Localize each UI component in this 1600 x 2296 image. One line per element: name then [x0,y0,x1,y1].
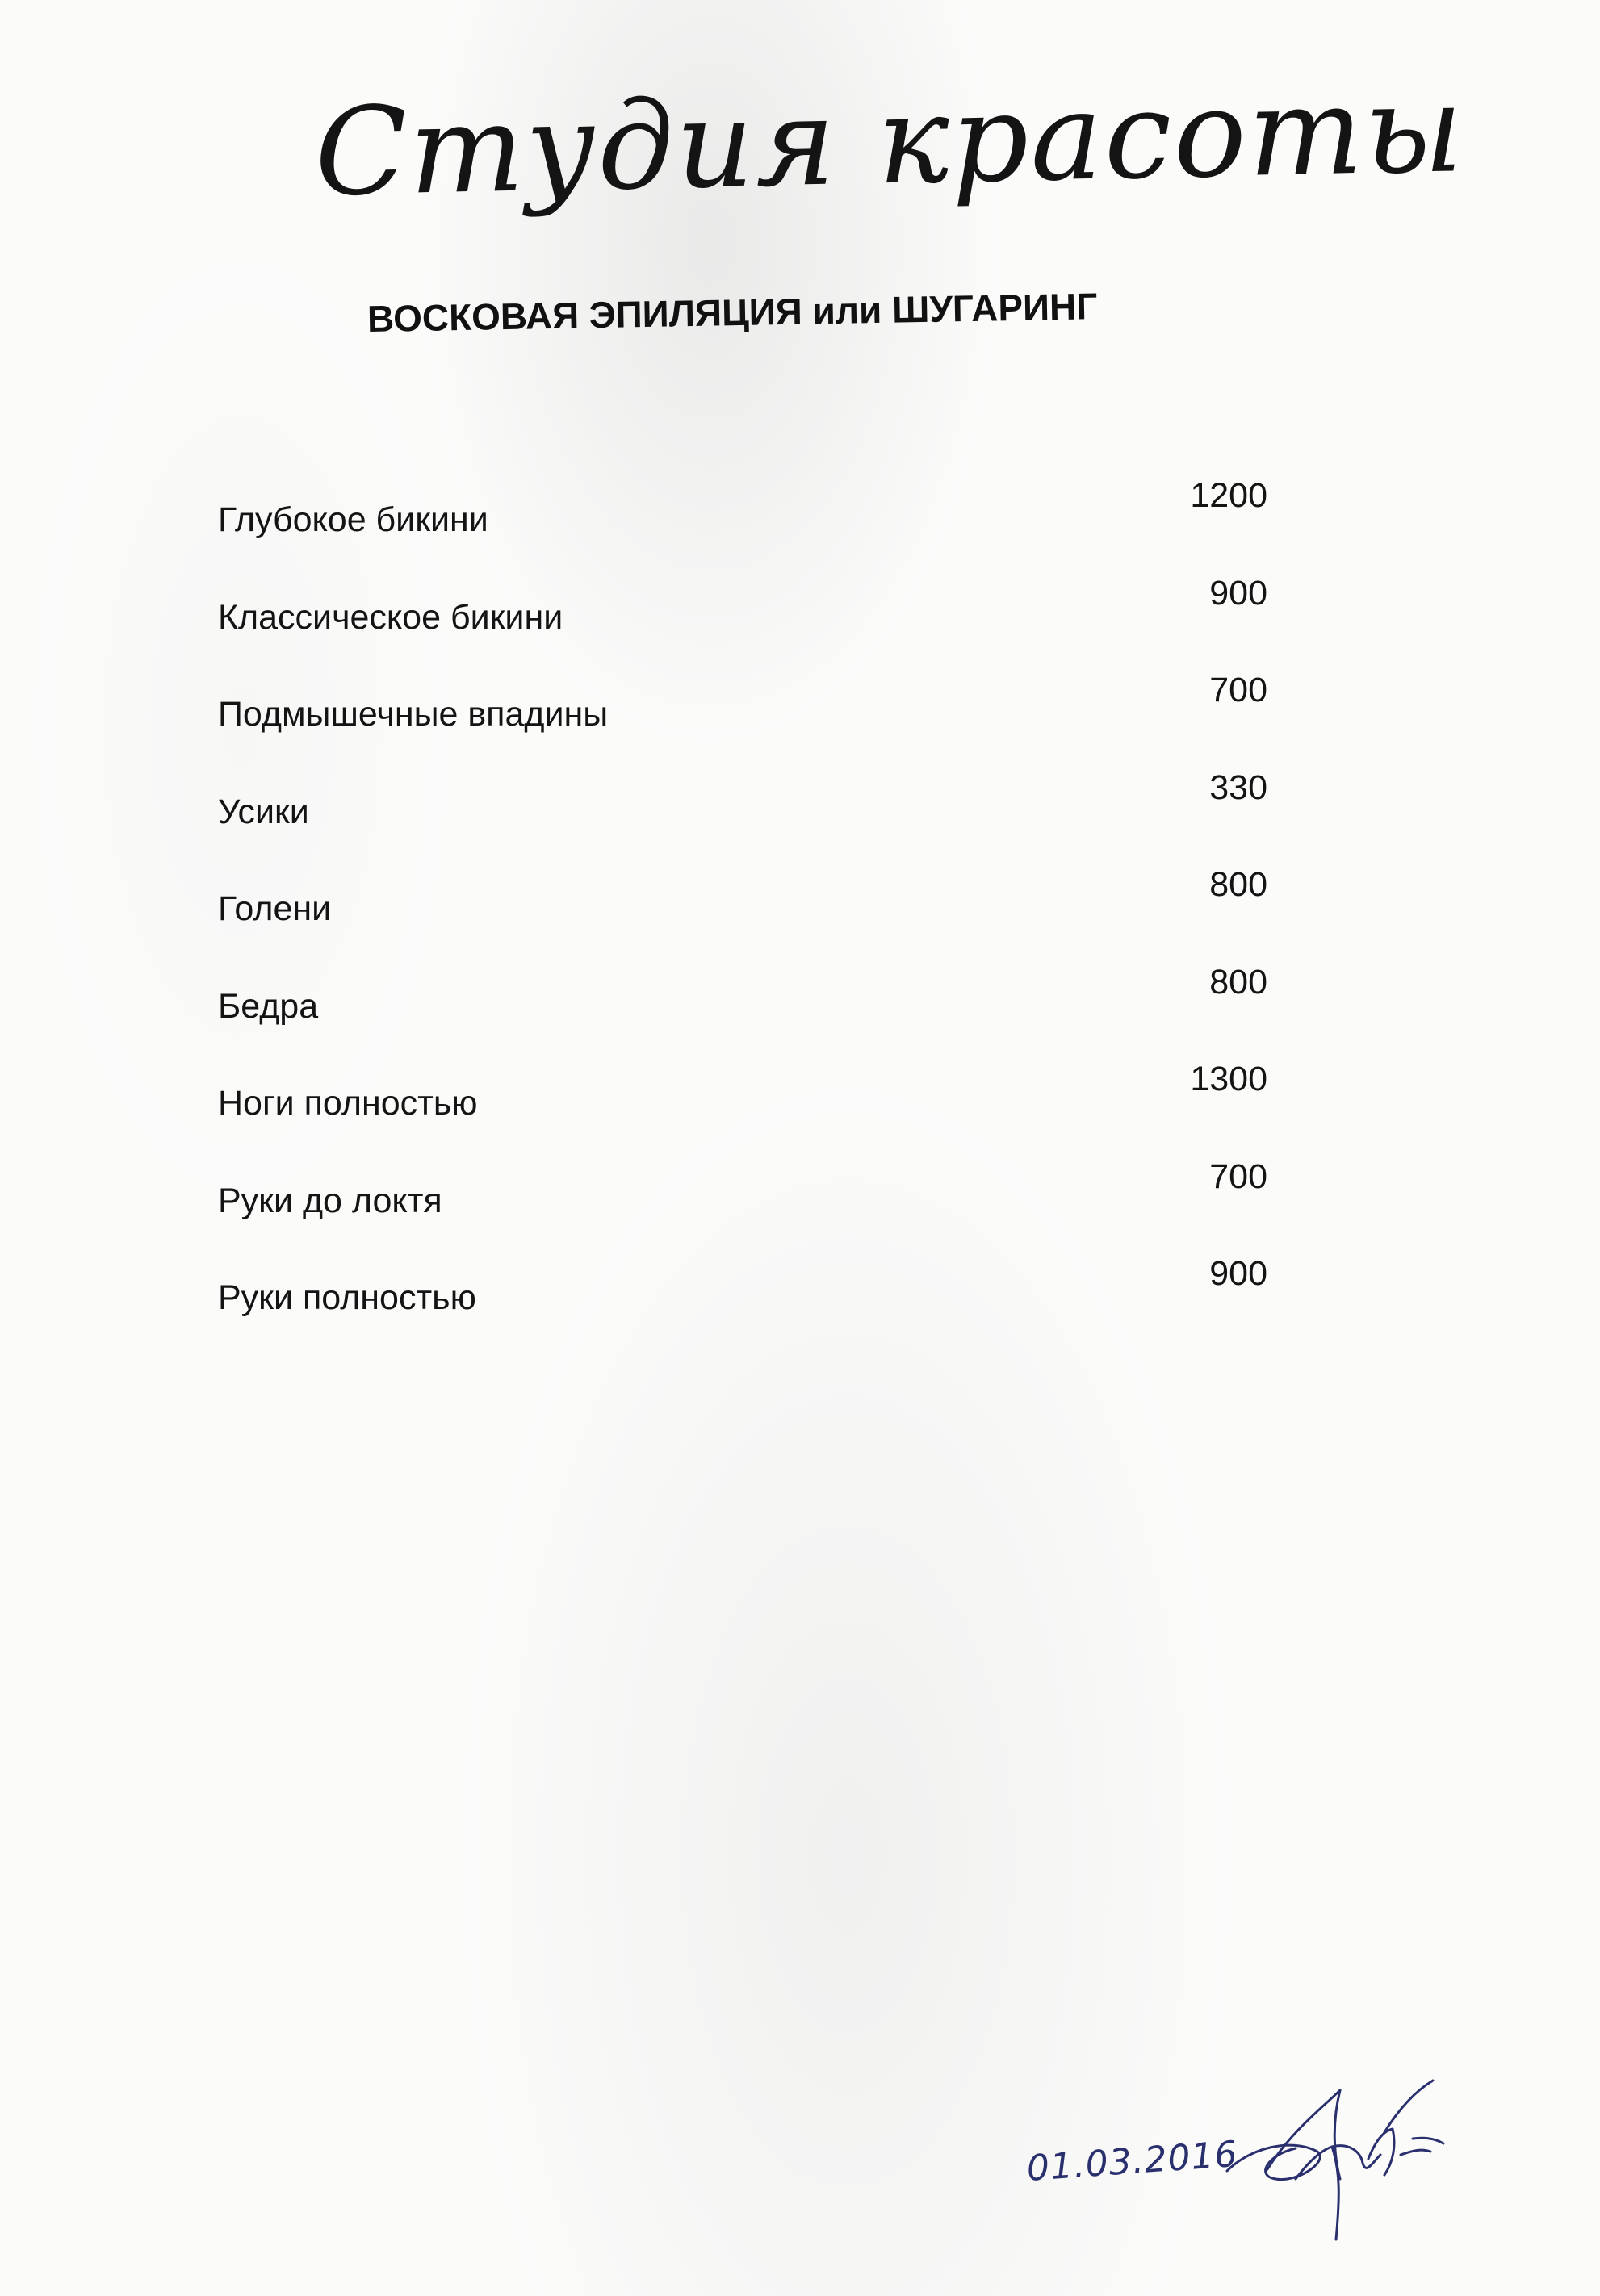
list-item [218,476,1267,574]
list-item [218,671,1267,768]
service-name: Ноги полностью [218,1084,478,1123]
list-item [218,865,1267,963]
service-name: Голени [218,889,332,928]
service-price: 900 [1209,1254,1267,1293]
service-name: Классическое бикини [218,597,563,637]
service-name: Усики [218,792,309,831]
list-item [218,1060,1267,1157]
service-price: 1300 [1190,1060,1267,1098]
list-item [218,574,1267,671]
studio-title: Студия красоты [313,59,1466,224]
service-price: 900 [1209,573,1267,613]
list-item [218,1254,1267,1352]
service-name: Руки до локтя [218,1181,442,1220]
service-price: 330 [1209,767,1267,807]
list-item [218,1157,1267,1255]
service-price: 800 [1209,865,1267,904]
section-heading: ВОСКОВАЯ ЭПИЛЯЦИЯ или ШУГАРИНГ [366,285,1098,340]
signature-icon [1219,2074,1469,2252]
service-name: Глубокое бикини [218,500,488,539]
service-price: 800 [1209,962,1267,1002]
service-name: Бедра [218,986,319,1026]
service-price: 700 [1209,1156,1267,1196]
service-name: Подмышечные впадины [218,695,609,734]
signature-block [1017,2074,1469,2252]
list-item [218,768,1267,866]
service-price: 700 [1209,671,1267,709]
service-name: Руки полностью [218,1278,476,1317]
list-item [218,963,1267,1060]
handwritten-date: 01.03.2016 [1025,2133,1240,2189]
price-list [218,476,1267,1352]
service-price: 1200 [1190,476,1267,515]
